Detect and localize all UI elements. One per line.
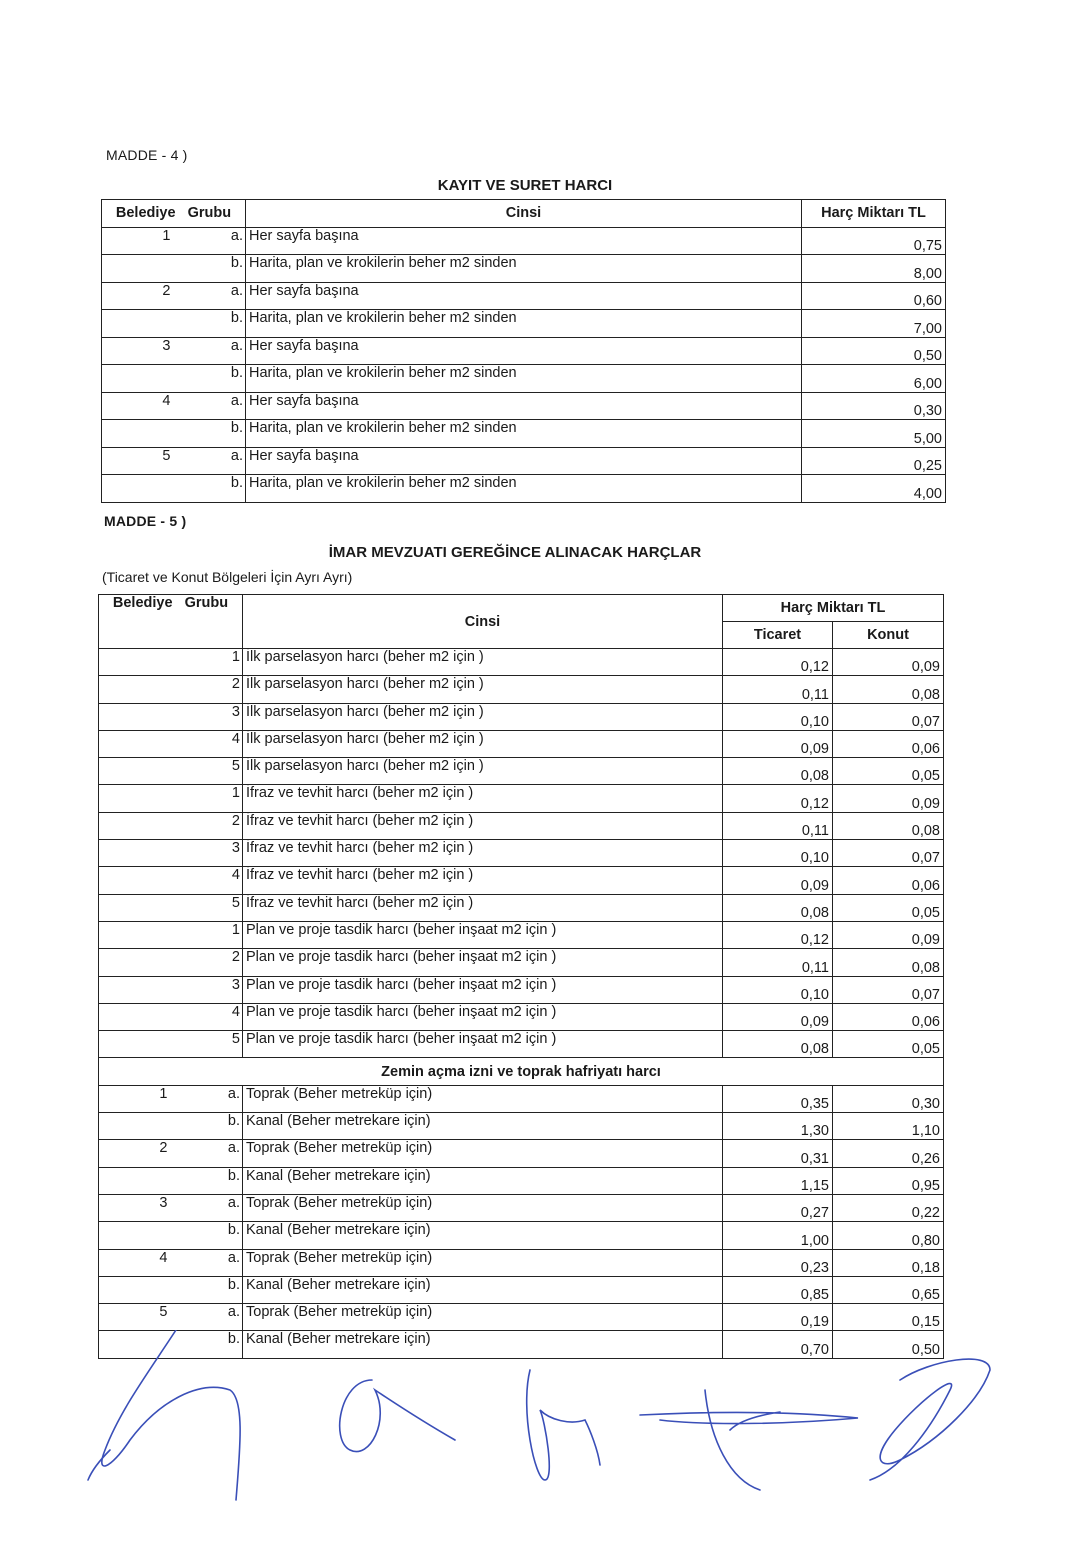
group-cell-wrap xyxy=(99,1277,242,1293)
harc-miktari-header: Harç Miktarı TL xyxy=(723,595,944,622)
group-number xyxy=(99,1004,232,1020)
cinsi-cell: Her sayfa başına xyxy=(246,392,802,420)
sub-item-label: 4 xyxy=(231,867,240,884)
signature-2 xyxy=(340,1380,455,1452)
amount-cell: 0,30 xyxy=(802,392,946,420)
table-row xyxy=(99,867,944,894)
table-row xyxy=(99,894,944,921)
madde-4-label: MADDE - 4 ) xyxy=(106,147,188,163)
table-row xyxy=(99,949,944,976)
kayit-suret-table xyxy=(101,199,946,503)
belediye-grubu-cell xyxy=(99,840,243,867)
group-number xyxy=(102,255,231,271)
belediye-grubu-cell xyxy=(102,447,246,475)
group-cell-wrap xyxy=(99,1086,242,1102)
table-row xyxy=(99,812,944,839)
cinsi-cell: Toprak (Beher metreküp için) xyxy=(243,1304,723,1331)
sub-item-label: 4 xyxy=(231,1003,240,1020)
group-number: 2 xyxy=(159,1140,168,1157)
sub-item-label: 1 xyxy=(231,649,240,665)
belediye-grubu-cell xyxy=(99,730,243,757)
signature-5 xyxy=(870,1359,990,1480)
group-cell-wrap xyxy=(102,283,245,299)
ticaret-cell: 0,85 xyxy=(723,1276,833,1303)
sub-item-label: 3 xyxy=(231,703,240,720)
konut-cell: 0,07 xyxy=(833,840,944,867)
belediye-grubu-cell xyxy=(99,921,243,948)
group-number xyxy=(99,977,232,993)
madde-5-label: MADDE - 5 ) xyxy=(104,513,187,529)
table-row xyxy=(99,785,944,812)
sub-item-letter: a. xyxy=(230,447,243,464)
konut-cell: 0,15 xyxy=(833,1304,944,1331)
group-number: 4 xyxy=(162,392,171,409)
belediye-grubu-cell xyxy=(99,649,243,676)
group-cell-wrap xyxy=(102,338,245,354)
cinsi-cell: Harita, plan ve krokilerin beher m2 sinden xyxy=(246,255,802,283)
cinsi-cell: Toprak (Beher metreküp için) xyxy=(243,1140,723,1167)
ticaret-cell: 0,09 xyxy=(723,867,833,894)
cinsi-cell: Her sayfa başına xyxy=(246,227,802,255)
group-number xyxy=(102,365,231,381)
table-row xyxy=(99,1222,944,1249)
konut-cell: 0,95 xyxy=(833,1167,944,1194)
sub-item-label: a. xyxy=(227,1304,240,1321)
sub-item-label: b. xyxy=(227,1113,240,1130)
cinsi-cell: Kanal (Beher metrekare için) xyxy=(243,1276,723,1303)
ticaret-cell: 1,30 xyxy=(723,1113,833,1140)
table-row xyxy=(102,365,946,393)
belediye-grubu-cell xyxy=(99,1249,243,1276)
table-row xyxy=(99,976,944,1003)
konut-cell: 0,30 xyxy=(833,1085,944,1112)
konut-cell: 0,06 xyxy=(833,1003,944,1030)
table-row xyxy=(102,310,946,338)
cinsi-cell: İlk parselasyon harcı (beher m2 için ) xyxy=(243,730,723,757)
group-number: 2 xyxy=(162,282,171,299)
konut-cell: 0,05 xyxy=(833,758,944,785)
konut-cell: 0,26 xyxy=(833,1140,944,1167)
belediye-grubu-cell xyxy=(102,475,246,503)
sub-item-label: 5 xyxy=(231,758,240,775)
group-number xyxy=(99,1113,228,1129)
group-cell-wrap xyxy=(99,1222,242,1238)
cinsi-cell: Kanal (Beher metrekare için) xyxy=(243,1113,723,1140)
group-cell-wrap xyxy=(99,758,242,774)
konut-cell: 1,10 xyxy=(833,1113,944,1140)
belediye-grubu-cell xyxy=(99,758,243,785)
cinsi-cell: Plan ve proje tasdik harcı (beher inşaat m2 için ) xyxy=(243,949,723,976)
ticaret-cell: 0,08 xyxy=(723,758,833,785)
belediye-grubu-cell xyxy=(99,1167,243,1194)
cinsi-cell: Plan ve proje tasdik harcı (beher inşaat m2 için ) xyxy=(243,1003,723,1030)
group-number xyxy=(99,704,232,720)
signature-3 xyxy=(527,1370,600,1480)
amount-cell: 0,75 xyxy=(802,227,946,255)
group-number xyxy=(99,949,232,965)
cinsi-cell: İlk parselasyon harcı (beher m2 için ) xyxy=(243,649,723,676)
madde-5-title: İMAR MEVZUATI GEREĞİNCE ALINACAK HARÇLAR xyxy=(328,544,702,561)
group-number xyxy=(99,731,232,747)
sub-item-label: 4 xyxy=(231,730,240,747)
belediye-grubu-cell xyxy=(102,227,246,255)
group-number xyxy=(99,1222,228,1238)
group-number: 5 xyxy=(162,447,171,464)
ticaret-cell: 1,00 xyxy=(723,1222,833,1249)
konut-cell: 0,06 xyxy=(833,867,944,894)
zemin-section-title: Zemin açma izni ve toprak hafriyatı harcı xyxy=(99,1058,944,1085)
sub-item-label: b. xyxy=(227,1276,240,1293)
konut-header: Konut xyxy=(833,622,944,649)
sub-item-letter: b. xyxy=(230,420,243,436)
grubu-header: Grubu xyxy=(184,595,229,611)
group-cell-wrap xyxy=(99,895,242,911)
sub-item-label: 2 xyxy=(231,812,240,829)
group-cell-wrap xyxy=(99,704,242,720)
cinsi-cell: Plan ve proje tasdik harcı (beher inşaat m2 için ) xyxy=(243,921,723,948)
group-cell-wrap xyxy=(99,867,242,883)
amount-cell: 0,60 xyxy=(802,282,946,310)
group-cell-wrap xyxy=(99,813,242,829)
belediye-grubu-cell xyxy=(102,255,246,283)
table-row xyxy=(99,1113,944,1140)
belediye-grubu-cell xyxy=(99,1113,243,1140)
sub-item-label: a. xyxy=(227,1194,240,1211)
cinsi-cell: İfraz ve tevhit harcı (beher m2 için ) xyxy=(243,867,723,894)
group-number xyxy=(99,1168,228,1184)
ticaret-cell: 0,19 xyxy=(723,1304,833,1331)
group-number xyxy=(99,895,232,911)
group-cell-wrap xyxy=(102,228,245,244)
konut-cell: 0,07 xyxy=(833,703,944,730)
konut-cell: 0,50 xyxy=(833,1331,944,1358)
ticaret-cell: 0,08 xyxy=(723,1031,833,1058)
belediye-grubu-cell xyxy=(99,1222,243,1249)
konut-cell: 0,08 xyxy=(833,676,944,703)
group-number xyxy=(102,475,231,491)
group-cell-wrap xyxy=(99,1304,242,1320)
group-cell-wrap xyxy=(99,676,242,692)
table-row xyxy=(102,337,946,365)
table-row xyxy=(99,649,944,676)
belediye-grubu-cell xyxy=(102,420,246,448)
belediye-grubu-cell xyxy=(102,282,246,310)
amount-cell: 5,00 xyxy=(802,420,946,448)
group-cell-wrap xyxy=(99,1195,242,1211)
table-row xyxy=(99,1167,944,1194)
belediye-grubu-cell xyxy=(99,1003,243,1030)
ticaret-cell: 0,09 xyxy=(723,730,833,757)
konut-cell: 0,09 xyxy=(833,649,944,676)
table-row xyxy=(99,1031,944,1058)
belediye-grubu-cell xyxy=(99,1140,243,1167)
cinsi-cell: Her sayfa başına xyxy=(246,447,802,475)
group-number xyxy=(99,1277,228,1293)
ticaret-cell: 0,23 xyxy=(723,1249,833,1276)
group-cell-wrap xyxy=(99,1031,242,1047)
ticaret-cell: 0,11 xyxy=(723,949,833,976)
sub-item-label: 2 xyxy=(231,949,240,966)
sub-item-label: 1 xyxy=(231,785,240,802)
group-number xyxy=(99,758,232,774)
group-number xyxy=(99,840,232,856)
cinsi-cell: Toprak (Beher metreküp için) xyxy=(243,1249,723,1276)
group-number xyxy=(102,310,231,326)
cinsi-cell: Kanal (Beher metrekare için) xyxy=(243,1222,723,1249)
belediye-grubu-cell xyxy=(99,1031,243,1058)
cinsi-cell: Her sayfa başına xyxy=(246,282,802,310)
grubu-header: Grubu xyxy=(187,205,232,222)
group-number: 1 xyxy=(159,1085,168,1102)
table-row xyxy=(102,447,946,475)
group-cell-wrap xyxy=(99,1140,242,1156)
belediye-grubu-cell xyxy=(99,867,243,894)
group-number xyxy=(99,1031,232,1047)
madde-5-note: (Ticaret ve Konut Bölgeleri İçin Ayrı Ayrı) xyxy=(102,569,353,585)
cinsi-cell: İfraz ve tevhit harcı (beher m2 için ) xyxy=(243,840,723,867)
ticaret-cell: 0,35 xyxy=(723,1085,833,1112)
table-row xyxy=(99,676,944,703)
cinsi-header: Cinsi xyxy=(243,595,723,649)
cinsi-cell: Harita, plan ve krokilerin beher m2 sinden xyxy=(246,420,802,448)
table-row xyxy=(99,758,944,785)
cinsi-cell: İlk parselasyon harcı (beher m2 için ) xyxy=(243,703,723,730)
table-row xyxy=(99,1140,944,1167)
cinsi-cell: Harita, plan ve krokilerin beher m2 sinden xyxy=(246,365,802,393)
group-number: 3 xyxy=(159,1194,168,1211)
belediye-grubu-cell xyxy=(99,1304,243,1331)
ticaret-cell: 0,31 xyxy=(723,1140,833,1167)
sub-item-letter: b. xyxy=(230,255,243,271)
sub-item-letter: a. xyxy=(230,227,243,244)
table-row xyxy=(99,1003,944,1030)
harc-miktari-header: Harç Miktarı TL xyxy=(802,200,946,228)
sub-item-letter: a. xyxy=(230,282,243,299)
cinsi-cell: İlk parselasyon harcı (beher m2 için ) xyxy=(243,676,723,703)
table-row xyxy=(99,1304,944,1331)
ticaret-cell: 0,08 xyxy=(723,894,833,921)
table-row xyxy=(99,1249,944,1276)
cinsi-header: Cinsi xyxy=(246,200,802,228)
group-cell-wrap xyxy=(99,840,242,856)
belediye-grubu-header xyxy=(102,200,246,228)
group-number xyxy=(99,649,232,665)
signature-1 xyxy=(102,1330,240,1500)
signature-4 xyxy=(640,1390,858,1490)
section-row xyxy=(99,1058,944,1085)
ticaret-cell: 0,09 xyxy=(723,1003,833,1030)
belediye-grubu-cell xyxy=(99,703,243,730)
ticaret-cell: 0,10 xyxy=(723,703,833,730)
ticaret-header: Ticaret xyxy=(723,622,833,649)
group-cell-wrap xyxy=(99,649,242,665)
group-cell-wrap xyxy=(99,1113,242,1129)
ticaret-cell: 0,11 xyxy=(723,676,833,703)
group-number xyxy=(99,813,232,829)
group-cell-wrap xyxy=(102,475,245,491)
cinsi-cell: Plan ve proje tasdik harcı (beher inşaat m2 için ) xyxy=(243,1031,723,1058)
sub-item-label: b. xyxy=(227,1167,240,1184)
sub-item-letter: b. xyxy=(230,475,243,491)
konut-cell: 0,18 xyxy=(833,1249,944,1276)
group-cell-wrap xyxy=(99,949,242,965)
group-cell-wrap xyxy=(102,393,245,409)
group-cell-wrap xyxy=(102,255,245,271)
sub-item-letter: a. xyxy=(230,392,243,409)
konut-cell: 0,09 xyxy=(833,785,944,812)
belediye-grubu-cell xyxy=(102,392,246,420)
cinsi-cell: Her sayfa başına xyxy=(246,337,802,365)
belediye-header: Belediye xyxy=(115,205,176,222)
cinsi-cell: Toprak (Beher metreküp için) xyxy=(243,1085,723,1112)
belediye-grubu-cell xyxy=(99,1276,243,1303)
belediye-grubu-cell xyxy=(99,1194,243,1221)
group-number xyxy=(99,676,232,692)
table-header-row xyxy=(102,200,946,228)
group-number xyxy=(99,867,232,883)
konut-cell: 0,65 xyxy=(833,1276,944,1303)
belediye-grubu-cell xyxy=(102,365,246,393)
belediye-grubu-cell xyxy=(99,976,243,1003)
amount-cell: 7,00 xyxy=(802,310,946,338)
table-row xyxy=(102,475,946,503)
belediye-grubu-cell xyxy=(99,949,243,976)
table-row xyxy=(99,703,944,730)
signatures-graphic xyxy=(0,1330,1091,1530)
group-cell-wrap xyxy=(99,731,242,747)
group-number xyxy=(99,922,232,938)
konut-cell: 0,80 xyxy=(833,1222,944,1249)
group-number: 5 xyxy=(159,1304,168,1321)
cinsi-cell: Harita, plan ve krokilerin beher m2 sinden xyxy=(246,310,802,338)
group-cell-wrap xyxy=(99,922,242,938)
group-cell-wrap xyxy=(99,785,242,801)
table-row xyxy=(102,255,946,283)
table-row xyxy=(102,282,946,310)
sub-item-label: a. xyxy=(227,1249,240,1266)
amount-cell: 4,00 xyxy=(802,475,946,503)
cinsi-cell: Toprak (Beher metreküp için) xyxy=(243,1194,723,1221)
amount-cell: 8,00 xyxy=(802,255,946,283)
table-row xyxy=(99,730,944,757)
group-number: 1 xyxy=(162,227,171,244)
sub-item-label: a. xyxy=(227,1140,240,1157)
cinsi-cell: İfraz ve tevhit harcı (beher m2 için ) xyxy=(243,785,723,812)
amount-cell: 0,50 xyxy=(802,337,946,365)
table-row xyxy=(99,1276,944,1303)
cinsi-cell: Plan ve proje tasdik harcı (beher inşaat m2 için ) xyxy=(243,976,723,1003)
belediye-grubu-cell xyxy=(99,785,243,812)
sub-item-label: 5 xyxy=(231,1031,240,1048)
amount-cell: 6,00 xyxy=(802,365,946,393)
cinsi-cell: İlk parselasyon harcı (beher m2 için ) xyxy=(243,758,723,785)
sub-item-label: 2 xyxy=(231,676,240,693)
table-row xyxy=(99,1194,944,1221)
sub-item-label: 3 xyxy=(231,840,240,857)
ticaret-cell: 0,10 xyxy=(723,840,833,867)
konut-cell: 0,05 xyxy=(833,1031,944,1058)
belediye-grubu-cell xyxy=(102,310,246,338)
sub-item-letter: b. xyxy=(230,365,243,381)
table-row xyxy=(102,420,946,448)
sub-item-label: 3 xyxy=(231,976,240,993)
sub-item-label: 5 xyxy=(231,894,240,911)
group-number xyxy=(99,785,232,801)
amount-cell: 0,25 xyxy=(802,447,946,475)
table-row xyxy=(99,921,944,948)
cinsi-cell: Harita, plan ve krokilerin beher m2 sinden xyxy=(246,475,802,503)
konut-cell: 0,08 xyxy=(833,812,944,839)
table-row xyxy=(102,227,946,255)
group-cell-wrap xyxy=(102,365,245,381)
group-cell-wrap xyxy=(102,448,245,464)
group-cell-wrap xyxy=(102,310,245,326)
ticaret-cell: 0,27 xyxy=(723,1194,833,1221)
belediye-grubu-cell xyxy=(99,894,243,921)
signature-strokes xyxy=(88,1330,990,1500)
cinsi-cell: İfraz ve tevhit harcı (beher m2 için ) xyxy=(243,812,723,839)
ticaret-cell: 1,15 xyxy=(723,1167,833,1194)
group-number xyxy=(102,420,231,436)
ticaret-cell: 0,12 xyxy=(723,649,833,676)
konut-cell: 0,22 xyxy=(833,1194,944,1221)
belediye-header: Belediye xyxy=(112,595,173,611)
sub-item-label: b. xyxy=(227,1222,240,1239)
group-cell-wrap xyxy=(99,1004,242,1020)
group-number: 4 xyxy=(159,1249,168,1266)
table-header-row xyxy=(99,595,944,622)
group-cell-wrap xyxy=(99,1250,242,1266)
belediye-grubu-cell xyxy=(99,812,243,839)
cinsi-cell: Kanal (Beher metrekare için) xyxy=(243,1167,723,1194)
sub-item-letter: a. xyxy=(230,337,243,354)
sub-item-label: b. xyxy=(227,1331,240,1348)
sub-item-letter: b. xyxy=(230,310,243,326)
konut-cell: 0,06 xyxy=(833,730,944,757)
sub-item-label: a. xyxy=(227,1085,240,1102)
table-row xyxy=(102,392,946,420)
table-row xyxy=(99,1085,944,1112)
group-cell-wrap xyxy=(99,977,242,993)
konut-cell: 0,09 xyxy=(833,921,944,948)
table-row xyxy=(99,840,944,867)
belediye-grubu-cell xyxy=(102,337,246,365)
imar-harclari-table xyxy=(98,594,944,1359)
ticaret-cell: 0,12 xyxy=(723,921,833,948)
belediye-grubu-cell xyxy=(99,676,243,703)
group-number: 3 xyxy=(162,337,171,354)
cinsi-cell: İfraz ve tevhit harcı (beher m2 için ) xyxy=(243,894,723,921)
sub-item-label: 1 xyxy=(231,921,240,938)
belediye-grubu-cell xyxy=(99,1085,243,1112)
group-cell-wrap xyxy=(99,1168,242,1184)
cinsi-cell: Kanal (Beher metrekare için) xyxy=(243,1331,723,1358)
ticaret-cell: 0,10 xyxy=(723,976,833,1003)
ticaret-cell: 0,12 xyxy=(723,785,833,812)
konut-cell: 0,07 xyxy=(833,976,944,1003)
madde-4-title: KAYIT VE SURET HARCI xyxy=(437,177,613,194)
konut-cell: 0,05 xyxy=(833,894,944,921)
belediye-grubu-header xyxy=(99,595,243,649)
group-cell-wrap xyxy=(102,420,245,436)
ticaret-cell: 0,11 xyxy=(723,812,833,839)
ticaret-cell: 0,70 xyxy=(723,1331,833,1358)
konut-cell: 0,08 xyxy=(833,949,944,976)
